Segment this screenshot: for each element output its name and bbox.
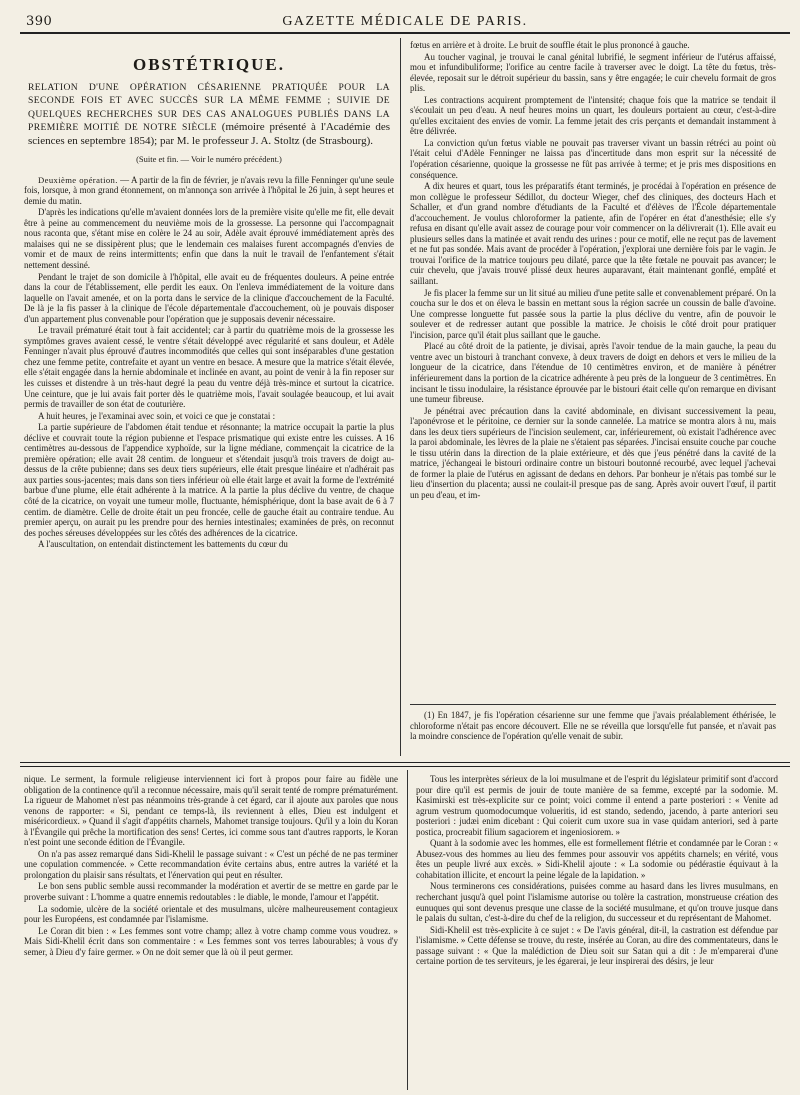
article-title-caps: RELATION D'UNE OPÉRATION CÉSARIENNE PRATIQUÉE POUR LA SECONDE FOIS ET AVEC SUCCÈS SUR LA MÊME FEMME ; SUIVIE DE QUELQUES RECHERCHES SUR DES CAS ANALOGUES PUBLIÉS DANS LA PREMIÈRE MOITIÉ DE NOTRE SIÈCLE (28, 81, 390, 134)
paragraph: Au toucher vaginal, je trouvai le canal génital lubrifié, le segment inférieur de l'utérus affaissé, mou et infundibuliforme; l'orifice au centre facile à traverser avec le doigt. La tête du fœtus, très-élevée, reposait sur le détroit supérieur du bassin, sans y être engagée; le cuir chevelu formait de gros plis. (410, 51, 776, 94)
article-subtitle: (Suite et fin. — Voir le numéro précédent.) (136, 154, 282, 165)
paragraph: fœtus en arrière et à droite. Le bruit de souffle était le plus prononcé à gauche. (410, 40, 690, 50)
paragraph: La sodomie, ulcère de la société orientale et des musulmans, ulcère malheureusement contagieux pour les Européens, est condamnée par l'islamisme. (24, 903, 398, 925)
paragraph: Deuxième opération. — A partir de la fin de février, je n'avais revu la fille Fenninger qu'une seule fois, lorsque, à mon grand étonnement, on m'annonça son arrivée à l'hôpital le 26 juin, à sept heures et demie du matin. (24, 174, 394, 206)
paragraph: Le Coran dit bien : « Les femmes sont votre champ; allez à votre champ comme vous voudrez. » Mais Sidi-Khelil écrit dans son commentaire : « Les femmes sont vos terres labourables; à vous d'y semer, à Dieu d'y faire germer. » On ne doit semer que là où il peut germer. (24, 925, 398, 957)
paragraph: Sidi-Khelil est très-explicite à ce sujet : « De l'avis général, dit-il, la castration est défendue par l'islamisme. » Cette défense se trouve, du reste, insérée au Coran, au dire des commentateurs, dans le passage suivant : « Que la malédiction de Dieu soit sur Satan qui a dit : Je m'emparerai d'une certaine portion de tes serviteurs, je les égarerai, je leur inspirerai des désirs, je leur (416, 924, 778, 967)
paragraph: Quant à la sodomie avec les hommes, elle est formellement flétrie et condamnée par le Coran : « Abusez-vous des hommes au lieu des femmes pour assouvir vos appétits charnels; en vérité, vous êtes un peuple livré aux excès. » Sidi-Khelil ajoute : « La sodomie ou pédérastie équivaut à la cohabitation illicite, et encourt la peine légale de la lapidation. » (416, 838, 778, 880)
column-rule (400, 38, 401, 756)
paragraph: On n'a pas assez remarqué dans Sidi-Khelil le passage suivant : « C'est un péché de ne pas terminer une copulation commencée. » Cette recommandation évite certains abus, entre autres la variété et la prolongation du plaisir sans résultats, et l'énervation qui peut en résulter. (24, 848, 398, 880)
feuilleton-column-1 (24, 774, 398, 1092)
paragraph: A dix heures et quart, tous les préparatifs étant terminés, je procédai à l'opération en présence de mon collègue le professeur Sédillot, du docteur Wieger, chef des cliniques, des docteurs Hach et Schaller, et d'un grand nombre d'étudiants de la Faculté et d'élèves de l'École départementale d'accouchement. Je voulus chloroformer la patiente, afin de l'opérer en état d'anesthésie; elle s'y refusa en disant qu'elle avait assez de courage pour voir commencer on la délivrerait (1). Elle avait eu plusieurs selles dans la matinée et avait rendu des urines : pour ce motif, elle ne reçut pas de lavement et ne fut pas sondée. Mais avant de procéder à l'opération, j'explorai une dernière fois par le vagin. Je trouvai l'orifice de la matrice toujours peu dilaté, parce que la tête fœtale ne pouvait pas avancer; le cuir chevelu, que j'avais trouvé plissé deux heures auparavant, était maintenant gonflé, empâté et saillant. (410, 181, 776, 287)
feuilleton-divider (20, 762, 790, 767)
paragraph: Tous les interprètes sérieux de la loi musulmane et de l'esprit du législateur primitif sont d'accord pour dire qu'il est permis de jouir de toute manière de sa femme, excepté par la sodomie. M. Kasimirski est très-explicite sur ce point; voici comme il entend a parte posteriori : « Venite ad agrum vestrum quomodocumque volueritis, id est stando, sedendo, jacendo, à parte anteriori seu posteriori : judæi enim dicebant : Qui coierit cum uxore sua in vase quidam anteriori, sed à parte postica, procreabit filium sagaciorem et ingeniosiorem. » (416, 774, 778, 837)
article-column-1 (24, 40, 394, 756)
paragraph: La conviction qu'un fœtus viable ne pouvait pas traverser vivant un bassin rétréci au point où l'était celui d'Adèle Fenninger ne laissa pas d'incertitude dans mon esprit sur la nécessité de l'opération césarienne, quoique la grossesse ne fût pas arrivée à terme; et je pris mes dispositions en conséquence. (410, 137, 776, 180)
footnote (410, 710, 776, 758)
column-rule (407, 770, 408, 1090)
paragraph: Nous terminerons ces considérations, puisées comme au hasard dans les livres musulmans, en recherchant jusqu'à quel point l'islamisme autorise ou tolère la castration, monstrueuse création des eunuques qui sont devenus presque une classe de la société musulmane, et qu'on trouve jusque dans le palais du sultan, c'est-à-dire du chef de la religion, du successeur et du représentant de Mahomet. (416, 881, 778, 924)
paragraph: A l'auscultation, on entendait distinctement les battements du cœur du (38, 539, 288, 550)
paragraph: Je fis placer la femme sur un lit situé au milieu d'une petite salle et convenablement préparé. On la coucha sur le dos et on éleva le bassin en mettant sous la région sacrée un coussin de balle d'avoine. Une compresse longuette fut passée sous la partie la plus déclive du ventre, afin de pouvoir le soulever et de redresser autant que possible la matrice. Je choisis le côté droit pour pratiquer l'incision, parce qu'il était plus saillant que le gauche. (410, 287, 776, 340)
footnote-text: (1) En 1847, je fis l'opération césarienne sur une femme que j'avais préalablement éthérisée, le chloroforme n'était pas encore découvert. Elle ne se réveilla que lorsqu'elle fut pansée, et n'avait pas la moindre conscience de l'opération qu'elle venait de subir. (410, 710, 776, 741)
page-header (20, 12, 790, 34)
paragraph: A huit heures, je l'examinai avec soin, et voici ce que je constatai : (38, 410, 276, 421)
section-title: OBSTÉTRIQUE. (132, 55, 285, 74)
paragraph: Le bon sens public semble aussi recommander la modération et avertir de se mettre en garde par le proverbe suivant : L'homme a quatre ennemis redoutables : le diable, le monde, l'amour et l'appétit. (24, 881, 398, 903)
paragraph: La partie supérieure de l'abdomen était tendue et résonnante; la matrice occupait la partie la plus déclive et couvrait toute la région pubienne et l'espace prismatique qui existe entre les cuisses. A 16 centimètres au-dessous de l'appendice xyphoïde, sur la ligne médiane, commençait la cicatrice de la première opération; elle avait 28 centim. de longueur et s'étendait jusqu'à trois travers de doigt au-dessus de la crête pubienne; dans ses deux tiers supérieurs, elle était presque linéaire et n'adhérait pas aux parties sous-jacentes; mais dans son tiers inférieur où elle était large et avait la forme de l'extrémité barbue d'une plume, elle était adhérente à la matrice. A la partie la plus déclive du ventre, de chaque côté de la cicatrice, on voyait une tumeur molle, fluctuante, hémisphérique, dont la base avait de 6 à 7 centim. de diamètre. Celle de droite était un peu froncée, celle de gauche était au contraire tendue. Au premier aperçu, on aurait pu les prendre pour des hernies intestinales; examinées de près, on reconnut des poches séreuses développées sur les côtés des adhérences de la cicatrice. (24, 422, 394, 538)
lead-label: Deuxième opération. (38, 174, 118, 185)
paragraph: nique. Le serment, la formule religieuse interviennent ici fort à propos pour faire au fidèle une obligation de la continence qu'il a reconnue nécessaire, mais qu'il serait tenté de rompre prématurément. La rigueur de Mahomet n'est pas néanmoins très-grande à cet égard, car il ajoute aux paroles que nous venons de rapporter: « Si, pendant ce temps-là, ils reviennent à elles, Dieu est indulgent et miséricordieux. » Quand il s'agit d'appétits charnels, Mahomet transige toujours. Qu'il y a loin du Koran à l'Évangile qui prêche la mortification des sens! Certes, ici comme sous tant d'autres rapports, le Koran n'est point une seconde édition de l'Évangile. (24, 774, 398, 848)
paragraph: Je pénétrai avec précaution dans la cavité abdominale, en divisant successivement la peau, l'aponévrose et le péritoine, ce dernier sur la sonde cannelée. La matrice se montra alors à nu, mais dans les deux tiers supérieurs de l'incision seulement, car, inférieurement, où existait l'adhérence avec la paroi abdominale, les lèvres de la plaie ne s'étaient pas séparées. J'incisai ensuite couche par couche le tissu utérin dans la direction de la plaie extérieure, et dès que j'eus pénétré dans la cavité de la matrice, j'échangeai le bistouri ordinaire contre un bistouri boutonné recourbé, avec lequel j'achevai de former la plaie de l'utérus en agissant de dedans en dehors. Par bonheur je n'étais pas tombé sur le lieu d'insertion du placenta; aussi ne coulait-il presque pas de sang. Après avoir ouvert l'œuf, il partit un peu d'eau, et im- (410, 405, 776, 500)
article-column-2 (410, 40, 776, 702)
page-number: 390 (26, 14, 53, 29)
paragraph: Les contractions acquirent promptement de l'intensité; chaque fois que la matrice se tendait il s'écoulait un peu d'eau. A neuf heures moins un quart, les douleurs portaient au cœur, c'est-à-dire qu'elles excitaient des envies de vomir. La femme jetait des cris perçants et demandait instamment à être délivrée. (410, 94, 776, 137)
article-title (28, 81, 390, 149)
paragraph: D'après les indications qu'elle m'avaient données lors de la première visite qu'elle me fit, elle devait être à peine au commencement du neuvième mois de la grossesse. La personne qui l'accompagnait nous raconta que, s'étant mise en colère le 24 au soir, Adèle avait éprouvé immédiatement après des malaises qui ne se dissipèrent plus; que le lendemain ces malaises furent accompagnés d'envies de vomir et de maux de reins intermittents; enfin que dans la nuit le travail de l'enfantement s'était nettement dessiné. (24, 207, 394, 270)
article-title-rest: (mémoire présenté à l'Académie des sciences en septembre 1854); par M. le professeur J. A. Stoltz (de Strasbourg). (28, 121, 391, 147)
journal-title: GAZETTE MÉDICALE DE PARIS. (282, 14, 528, 29)
paragraph: Pendant le trajet de son domicile à l'hôpital, elle avait eu de fréquentes douleurs. A peine entrée dans la cour de l'établissement, elle perdit les eaux. On l'enleva immédiatement de la voiture dans laquelle on l'avait amenée, et on la porta dans le service de la clinique d'accouchement de la Faculté. De là je la fis passer à la clinique de l'école départementale d'accouchement, où je pouvais disposer d'un appartement plus convenable pour l'opération que je supposais devenir nécessaire. (24, 271, 394, 324)
footnote-rule (410, 704, 776, 705)
feuilleton-column-2 (416, 774, 778, 1092)
paragraph: Le travail prématuré était tout à fait accidentel; car à partir du quatrième mois de la grossesse les symptômes graves avaient cessé, le ventre s'était développé avec régularité et sans douleur, et Adèle Fenninger n'avait plus éprouvé d'autres incommodités que celles qui sont inséparables d'une gestation chez une femme petite, contrefaite et ayant un ventre en besace. A mesure que la matrice s'était élevée, elle s'était engagée dans la hernie abdominale et inclinée en avant, au point de venir à la fin reposer sur les cuisses et distendre à un très-haut degré la peau du ventre déjà très-mince et surtout la cicatrice. Une ceinture, que je lui avais fait porter dès le quatrième mois, l'avait soulagée beaucoup, et lui avait permis de travailler de son état de couturière. (24, 325, 394, 410)
paragraph: Placé au côté droit de la patiente, je divisai, après l'avoir tendue de la main gauche, la peau du ventre avec un bistouri à tranchant convexe, à deux travers de doigt en dehors et vers le milieu de la longueur de la cicatrice, dans l'étendue de 10 centimètres environ, et de manière à pénétrer inférieurement dans la portion de la cicatrice adhérente à peu près de la longueur de 3 centimètres. En incisant le tissu inodulaire, la résistance éprouvée par le bistouri était celle qu'on remarque en divisant une tumeur fibreuse. (410, 341, 776, 405)
